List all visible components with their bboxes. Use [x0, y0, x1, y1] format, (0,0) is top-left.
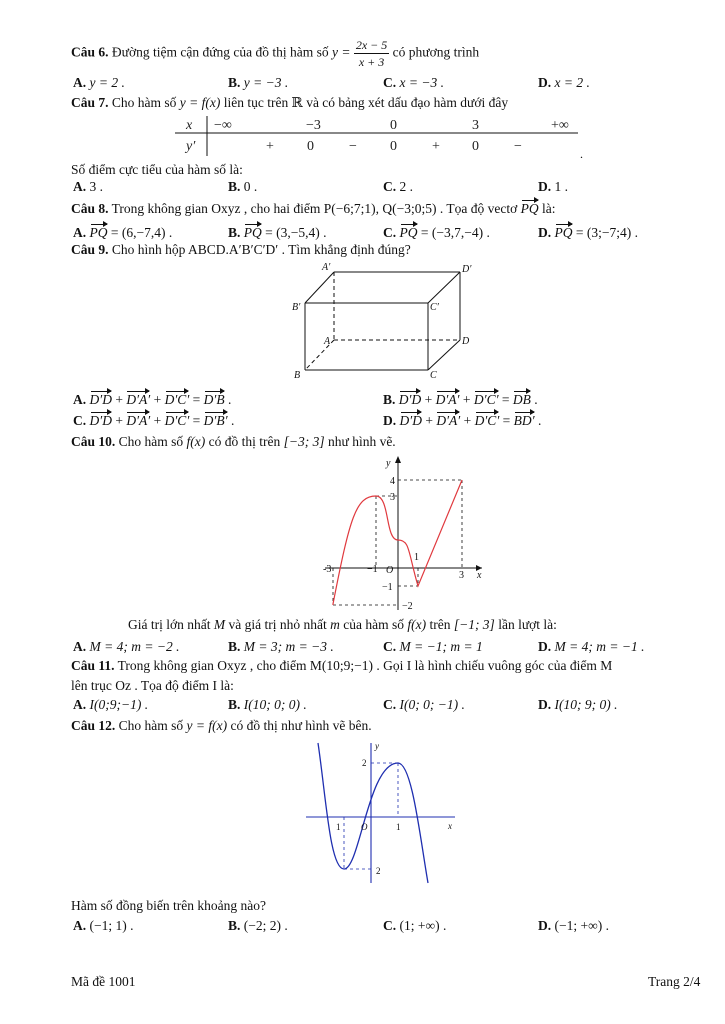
- q7-x-val: −3: [306, 118, 321, 133]
- tick-xm1: 1: [336, 822, 341, 832]
- q7-sign: +: [266, 139, 274, 154]
- q10-option-c[interactable]: C. M = −1; m = 1: [383, 639, 483, 654]
- q8-stem: [71, 201, 555, 217]
- q6-option-d[interactable]: D. x = 2 .: [538, 75, 590, 90]
- label-y: y: [375, 741, 379, 751]
- label-y: y: [386, 458, 391, 469]
- q7-sign: 0: [307, 139, 314, 154]
- label-B: B: [294, 370, 301, 381]
- q7-row1-label: x: [186, 118, 193, 133]
- q10-number: Câu 10.: [71, 434, 116, 449]
- q7-option-a[interactable]: A. 3 .: [73, 179, 103, 194]
- q7-stem: [71, 95, 508, 111]
- q10-stem: [71, 434, 396, 450]
- q9-option-d[interactable]: D. D′D + D′A′ + D′C′ = BD′ .: [383, 413, 542, 428]
- q10-text-a: Cho hàm số: [118, 434, 184, 449]
- q7-question: Số điểm cực tiểu của hàm số là:: [71, 162, 243, 177]
- q7-sign: 0: [390, 139, 397, 154]
- q8-text-end: là:: [541, 201, 556, 216]
- label-x: x: [477, 570, 482, 581]
- label-origin: O: [386, 565, 394, 576]
- tick-1: 1: [414, 552, 419, 563]
- q10-option-d[interactable]: D. M = 4; m = −1 .: [538, 639, 645, 654]
- edge-CD: [428, 340, 460, 370]
- tick-x1: 1: [396, 822, 401, 832]
- q9-option-c[interactable]: C. D′D + D′A′ + D′C′ = D′B′ .: [73, 413, 235, 428]
- q7-func: y = f(x): [179, 95, 221, 110]
- q9-option-b[interactable]: B. D′D + D′A′ + D′C′ = DB .: [383, 392, 538, 407]
- q7-x-val: 3: [472, 118, 479, 133]
- q7-option-c[interactable]: C. 2 .: [383, 179, 413, 194]
- q6-text-b: có phương trình: [392, 44, 480, 60]
- q8-option-b[interactable]: B. PQ = (3,−5,4) .: [228, 225, 327, 240]
- q8-option-c[interactable]: C. PQ = (−3,7,−4) .: [383, 225, 490, 240]
- q11-option-c[interactable]: C. I(0; 0; −1) .: [383, 697, 465, 712]
- label-C: C: [430, 370, 437, 381]
- y-axis-arrow: [395, 456, 401, 463]
- q12-text-a: Cho hàm số: [118, 718, 184, 733]
- q9-text: Cho hình hộp ABCD.A′B′C′D′ . Tìm khẳng định đúng?: [111, 242, 411, 257]
- q7-option-b[interactable]: B. 0 .: [228, 179, 258, 194]
- tick-xm1: −1: [367, 564, 378, 575]
- q9-option-a[interactable]: A. D′D + D′A′ + D′C′ = D′B .: [73, 392, 232, 407]
- q11-option-a[interactable]: A. I(0;9;−1) .: [73, 697, 149, 712]
- label-A: A: [324, 336, 331, 347]
- q7-row2-label: y′: [186, 139, 196, 154]
- q12-curve: [318, 743, 428, 883]
- tick-2: 2: [362, 758, 367, 768]
- q6-frac-den: x + 3: [358, 55, 385, 69]
- q10-func: f(x): [186, 434, 206, 449]
- label-A1: A′: [322, 262, 331, 273]
- q10-text-c: như hình vẽ.: [328, 434, 396, 449]
- q12-option-d[interactable]: D. (−1; +∞) .: [538, 918, 609, 933]
- q6-option-c[interactable]: C. x = −3 .: [383, 75, 444, 90]
- q7-text-a: Cho hàm số: [111, 95, 177, 110]
- q7-trailing-dot: .: [580, 147, 583, 161]
- tick-ym2: 2: [376, 866, 381, 876]
- q9-number: Câu 9.: [71, 242, 109, 257]
- q6-option-b[interactable]: B. y = −3 .: [228, 75, 289, 90]
- footer-page-number: Trang 2/4: [648, 974, 701, 989]
- tick-4: 4: [390, 476, 395, 487]
- q11-line1: Trong không gian Oxyz , cho điểm M(10;9;−1) . Gọi I là hình chiếu vuông góc của điểm M: [117, 658, 613, 673]
- q7-option-d[interactable]: D. 1 .: [538, 179, 568, 194]
- label-D: D: [462, 336, 470, 347]
- q10-option-b[interactable]: B. M = 3; m = −3 .: [228, 639, 334, 654]
- tick-x3: 3: [459, 570, 464, 581]
- tick-ym2: −2: [402, 601, 413, 612]
- q8-text: Trong không gian Oxyz , cho hai điểm P(−6;7;1), Q(−3;0;5) . Tọa độ vectơ: [111, 201, 518, 216]
- q10-text-b: có đồ thị trên: [208, 434, 281, 449]
- q8-option-d[interactable]: D. PQ = (3;−7;4) .: [538, 225, 638, 240]
- q7-x-val: −∞: [214, 118, 232, 133]
- q6-option-a[interactable]: A. y = 2 .: [73, 75, 125, 90]
- tick-xm3: -3: [323, 564, 332, 575]
- q12-option-b[interactable]: B. (−2; 2) .: [228, 918, 288, 933]
- label-x: x: [448, 821, 452, 831]
- q7-sign: 0: [472, 139, 479, 154]
- q12-stem: [71, 718, 372, 734]
- q7-sign: +: [432, 139, 440, 154]
- q11-stem-line1: [71, 658, 612, 674]
- q7-number: Câu 7.: [71, 95, 109, 110]
- q6-fraction: [354, 37, 389, 70]
- q7-x-val: 0: [390, 118, 397, 133]
- q6-y-eq: y =: [332, 44, 351, 60]
- q12-question: Hàm số đồng biến trên khoảng nào?: [71, 898, 266, 913]
- q10-option-a[interactable]: A. M = 4; m = −2 .: [73, 639, 180, 654]
- q9-stem: [71, 242, 411, 258]
- label-B1: B′: [292, 302, 301, 313]
- q7-sign: −: [514, 139, 522, 154]
- q6-frac-num: 2x − 5: [355, 38, 388, 52]
- footer-exam-code: Mã đề 1001: [71, 974, 136, 989]
- tick-3: 3: [390, 492, 395, 503]
- q10-graph: [0, 452, 725, 612]
- q9-box-figure: [0, 258, 725, 388]
- q10-interval: [−3; 3]: [283, 434, 325, 449]
- q8-option-a[interactable]: A. PQ = (6,−7,4) .: [73, 225, 173, 240]
- q12-axes: [306, 743, 455, 883]
- q7-x-val: +∞: [551, 118, 569, 133]
- q12-option-a[interactable]: A. (−1; 1) .: [73, 918, 134, 933]
- q11-option-b[interactable]: B. I(10; 0; 0) .: [228, 697, 307, 712]
- q12-number: Câu 12.: [71, 718, 116, 733]
- q12-graph: [0, 737, 725, 887]
- q6-number: Câu 6.: [71, 44, 109, 60]
- q8-vector: PQ: [520, 201, 539, 216]
- label-C1: C′: [430, 302, 439, 313]
- q7-text-b: liên tục trên ℝ và có bảng xét dấu đạo hàm dưới đây: [223, 95, 509, 110]
- q6-stem: [71, 37, 479, 70]
- q12-func: y = f(x): [186, 718, 228, 733]
- q12-text-b: có đồ thị như hình vẽ bên.: [230, 718, 372, 733]
- label-D1: D′: [462, 264, 472, 275]
- q8-number: Câu 8.: [71, 201, 109, 216]
- edge-D1C1: [428, 272, 460, 303]
- q12-option-c[interactable]: C. (1; +∞) .: [383, 918, 447, 933]
- tick-ym1: −1: [382, 582, 393, 593]
- q11-option-d[interactable]: D. I(10; 9; 0) .: [538, 697, 618, 712]
- q7-sign: −: [349, 139, 357, 154]
- q11-stem-line2: lên trục Oz . Tọa độ điểm I là:: [71, 678, 234, 693]
- edge-A1B1: [305, 272, 334, 303]
- q6-text-a: Đường tiệm cận đứng của đồ thị hàm số: [111, 44, 329, 60]
- q11-number: Câu 11.: [71, 658, 115, 673]
- label-origin: O: [361, 822, 368, 832]
- q10-question: Giá trị lớn nhất M và giá trị nhỏ nhất m của hàm số f(x) trên [−1; 3] lần lượt là:: [128, 617, 557, 632]
